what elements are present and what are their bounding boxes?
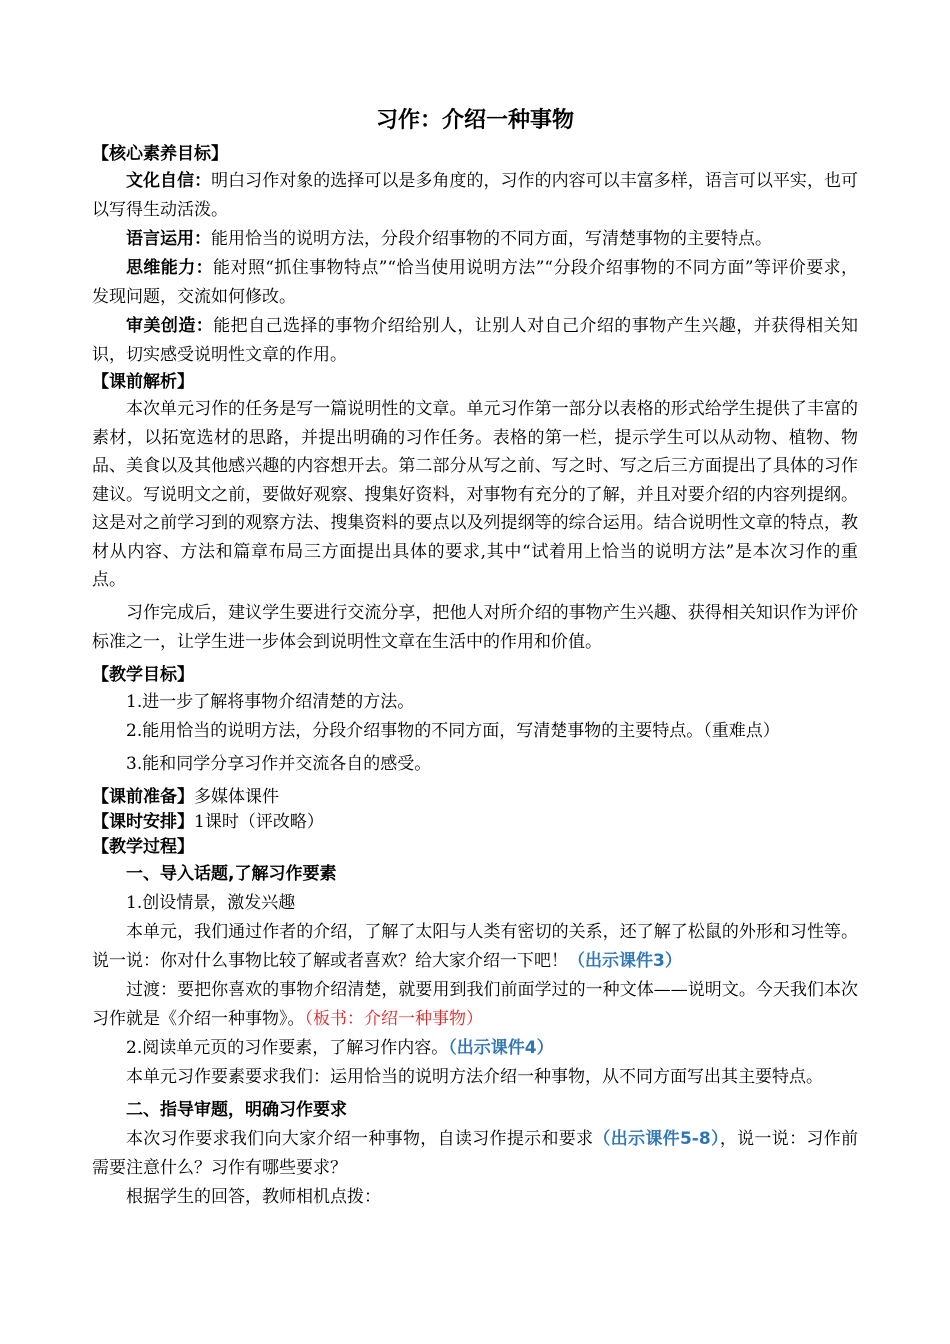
paragraph-text: 2.阅读单元页的习作要素，了解习作内容。 — [126, 1037, 449, 1058]
prep-value: 多媒体课件 — [194, 786, 279, 807]
analysis-heading: 【课前解析】 — [92, 372, 194, 392]
board-note: （板书：介绍一种事物） — [304, 1008, 483, 1029]
process-paragraph — [92, 918, 858, 976]
paragraph-text: 本单元，我们通过作者的介绍，了解了太阳与人类有密切的关系，还了解了松鼠的外形和习性等。说一说：你对什么事物比较了解或者喜欢？给大家介绍一下吧！ — [92, 921, 858, 971]
analysis-paragraph: 本次单元习作的任务是写一篇说明性的文章。单元习作第一部分以表格的形式给学生提供了丰富的素材，以拓宽选材的思路，并提出明确的习作任务。表格的第一栏，提示学生可以从动物、植物、物品、美食以及其他感兴趣的内容想开去。第二部分从写之前、写之时、写之后三方面提出了具体的习作建议。写说明文之前，要做好观察、搜集好资料，对事物有充分的了解，并且对要介绍的内容列提纲。这是对之前学习到的观察方法、搜集资料的要点以及列提纲等的综合运用。结合说明性文章的特点，教材从内容、方法和篇章布局三方面提出具体的要求,其中“试着用上恰当的说明方法”是本次习作的重点。 — [92, 399, 858, 590]
goal-item — [92, 312, 858, 370]
paragraph-text: 过渡：要把你喜欢的事物介绍清楚，就要用到我们前面学过的一种文体——说明文。今天我们本次习作就是《介绍一种事物》。 — [92, 979, 858, 1029]
process-subheading — [92, 1034, 858, 1063]
process-paragraph: 本单元习作要素要求我们：运用恰当的说明方法介绍一种事物，从不同方面写出其主要特点。 — [126, 1066, 823, 1087]
slide-tag: （出示课件3） — [568, 950, 682, 971]
schedule-value: 1课时（评改略） — [194, 811, 324, 832]
schedule-line — [92, 810, 858, 835]
paragraph-text: ，说一说：习作前需要注意什么？习作有哪些要求？ — [92, 1128, 859, 1178]
objective-item: 1.进一步了解将事物介绍清楚的方法。 — [126, 691, 415, 712]
process-heading: 【教学过程】 — [92, 836, 194, 857]
paragraph-text: 本次习作要求我们向大家介绍一种事物，自读习作提示和要求 — [126, 1128, 594, 1149]
goal-item — [92, 254, 858, 312]
process-paragraph — [92, 976, 858, 1034]
analysis-paragraph: 习作完成后，建议学生要进行交流分享，把他人对所介绍的事物产生兴趣、获得相关知识作为评价标准之一，让学生进一步体会到说明性文章在生活中的作用和价值。 — [92, 602, 858, 652]
process-part2-title: 二、指导审题，明确习作要求 — [126, 1099, 347, 1120]
process-paragraph — [92, 1125, 858, 1183]
goal-label: 思维能力： — [126, 258, 214, 278]
slide-tag: （出示课件5-8） — [593, 1128, 720, 1149]
process-subheading: 1.创设情景，激发兴趣 — [126, 892, 296, 913]
goal-text: 能对照“抓住事物特点”“恰当使用说明方法”“分段介绍事物的不同方面”等评价要求，发现问题，交流如何修改。 — [92, 258, 858, 307]
goal-text: 明白习作对象的选择可以是多角度的，习作的内容可以丰富多样，语言可以平实，也可以写得生动活泼。 — [92, 171, 859, 220]
prep-line — [92, 785, 858, 810]
goal-label: 文化自信： — [126, 171, 212, 191]
slide-tag: （出示课件4） — [448, 1037, 554, 1058]
goal-label: 审美创造： — [126, 316, 214, 336]
goal-text: 能把自己选择的事物介绍给别人，让别人对自己介绍的事物产生兴趣，并获得相关知识，切实感受说明性文章的作用。 — [92, 316, 859, 365]
prep-heading: 【课前准备】 — [92, 786, 194, 807]
objectives-heading: 【教学目标】 — [92, 664, 194, 685]
process-paragraph: 根据学生的回答，教师相机点拨： — [126, 1186, 381, 1207]
process-part1-title: 一、导入话题,了解习作要素 — [126, 863, 337, 884]
goal-item — [92, 167, 858, 225]
objective-item: 2.能用恰当的说明方法，分段介绍事物的不同方面，写清楚事物的主要特点。（重难点） — [126, 720, 780, 741]
goal-text: 能用恰当的说明方法，分段介绍事物的不同方面，写清楚事物的主要特点。 — [211, 229, 772, 249]
objective-item: 3.能和同学分享习作并交流各自的感受。 — [126, 753, 432, 774]
document-page — [92, 106, 858, 1212]
document-title: 习作：介绍一种事物 — [375, 108, 574, 133]
goals-heading: 【核心素养目标】 — [92, 144, 228, 164]
goal-label: 语言运用： — [126, 229, 211, 249]
schedule-heading: 【课时安排】 — [92, 811, 194, 832]
goal-item — [92, 225, 858, 254]
